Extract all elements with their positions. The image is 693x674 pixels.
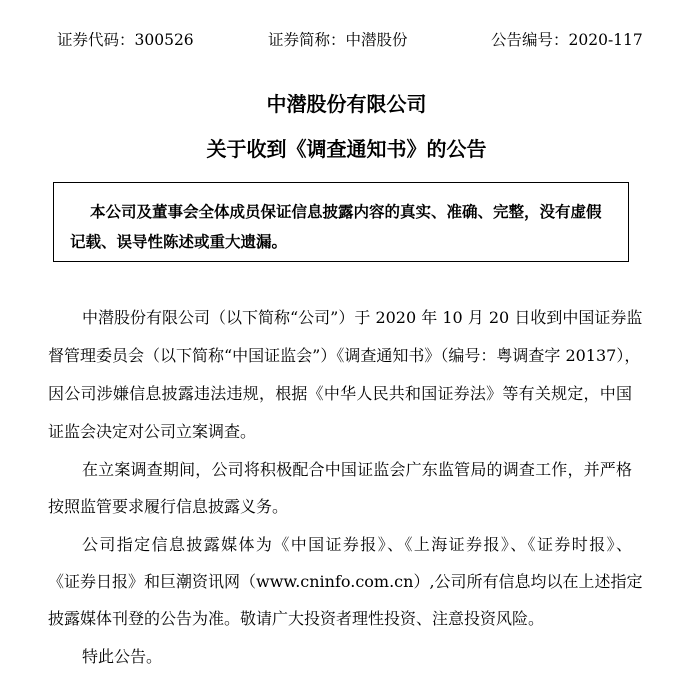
notice-box (53, 182, 629, 262)
notice-line: 本公司及董事会全体成员保证信息披露内容的真实、准确、完整，没有虚假 (90, 203, 602, 221)
announcement-title: 关于收到《调查通知书》的公告 (206, 137, 487, 161)
text-line: 按照监管要求履行信息披露义务。 (48, 497, 289, 516)
text-line: 因公司涉嫌信息披露违法违规，根据《中华人民共和国证券法》等有关规定，中国 (48, 384, 632, 403)
text-line: 证监会决定对公司立案调查。 (48, 422, 257, 441)
announcement-number: 公告编号：2020-117 (491, 31, 643, 49)
text-line: 公司指定信息披露媒体为《中国证券报》、《上海证券报》、《证券时报》、 (82, 535, 632, 554)
text-line: 中潜股份有限公司（以下简称“公司”）于 2020 年 10 月 20 日收到中国证券监 (82, 308, 643, 327)
text-line: 在立案调查期间，公司将积极配合中国证监会广东监管局的调查工作，并严格 (82, 460, 632, 479)
stock-code: 证券代码：300526 (57, 31, 194, 49)
text-line: 披露媒体刊登的公告为准。敬请广大投资者理性投资、注意投资风险。 (48, 609, 545, 628)
text-line: 督管理委员会（以下简称“中国证监会”）《调查通知书》（编号：粤调查字 20137）， (48, 346, 641, 365)
stock-abbreviation: 证券简称：中潜股份 (268, 31, 408, 49)
text-line: 《证券日报》和巨潮资讯网（www.cninfo.com.cn）,公司所有信息均以在上述指定 (48, 572, 643, 591)
company-title: 中潜股份有限公司 (266, 92, 427, 116)
closing-text: 特此公告。 (82, 647, 163, 666)
notice-line: 记载、误导性陈述或重大遗漏。 (70, 233, 288, 251)
